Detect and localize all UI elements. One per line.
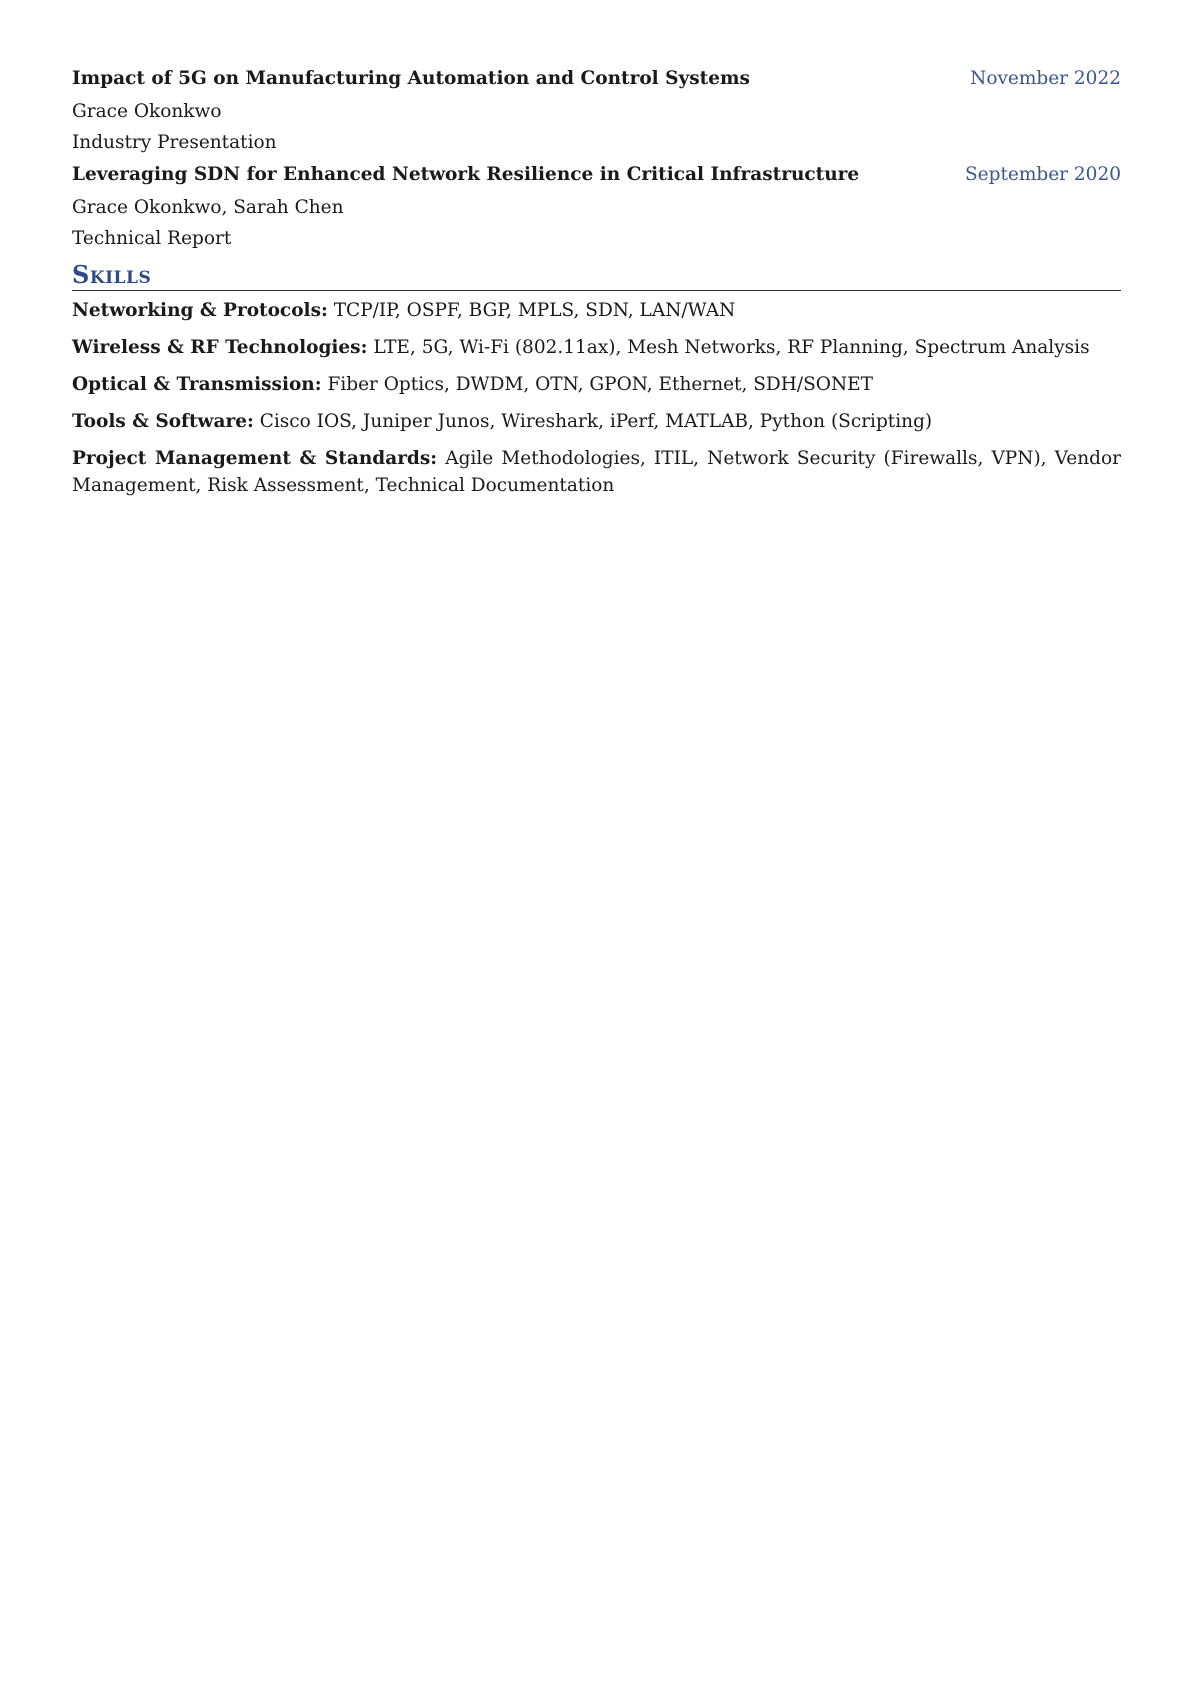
- skill-category: Tools & Software:: [72, 411, 254, 432]
- skill-item: [72, 334, 1121, 361]
- publication-title: Impact of 5G on Manufacturing Automation and Control Systems: [72, 68, 750, 89]
- publication-header: [72, 158, 1121, 192]
- publication-entry: [72, 62, 1121, 158]
- skill-category: Networking & Protocols:: [72, 300, 328, 321]
- skill-item: [72, 445, 1121, 499]
- section-divider: [72, 290, 1121, 291]
- publication-header: [72, 62, 1121, 96]
- publication-authors: Grace Okonkwo, Sarah Chen: [72, 197, 344, 218]
- publication-venue: Technical Report: [72, 228, 232, 249]
- skill-category: Project Management & Standards:: [72, 448, 438, 469]
- skill-value: Cisco IOS, Juniper Junos, Wireshark, iPerf, MATLAB, Python (Scripting): [259, 411, 933, 432]
- publication-date: September 2020: [965, 164, 1121, 185]
- skill-value: Agile Methodologies, ITIL, Network Security (Firewalls, VPN), Vendor Management, Risk Assessment, Technical Documentation: [72, 448, 1121, 496]
- publication-title: Leveraging SDN for Enhanced Network Resilience in Critical Infrastructure: [72, 164, 860, 185]
- publication-authors: Grace Okonkwo: [72, 101, 222, 122]
- publication-entry: [72, 158, 1121, 254]
- skill-item: [72, 371, 1121, 398]
- skill-value: Fiber Optics, DWDM, OTN, GPON, Ethernet, SDH/SONET: [327, 374, 873, 395]
- skill-value: LTE, 5G, Wi-Fi (802.11ax), Mesh Networks, RF Planning, Spectrum Analysis: [373, 337, 1090, 358]
- skill-value: TCP/IP, OSPF, BGP, MPLS, SDN, LAN/WAN: [333, 300, 736, 321]
- resume-page: [72, 62, 1121, 509]
- publication-date: November 2022: [970, 68, 1121, 89]
- publication-venue: Industry Presentation: [72, 132, 277, 153]
- skill-category: Optical & Transmission:: [72, 374, 322, 395]
- skill-item: [72, 408, 1121, 435]
- skill-item: [72, 297, 1121, 324]
- section-heading-skills: Skills: [72, 260, 152, 289]
- skill-category: Wireless & RF Technologies:: [72, 337, 368, 358]
